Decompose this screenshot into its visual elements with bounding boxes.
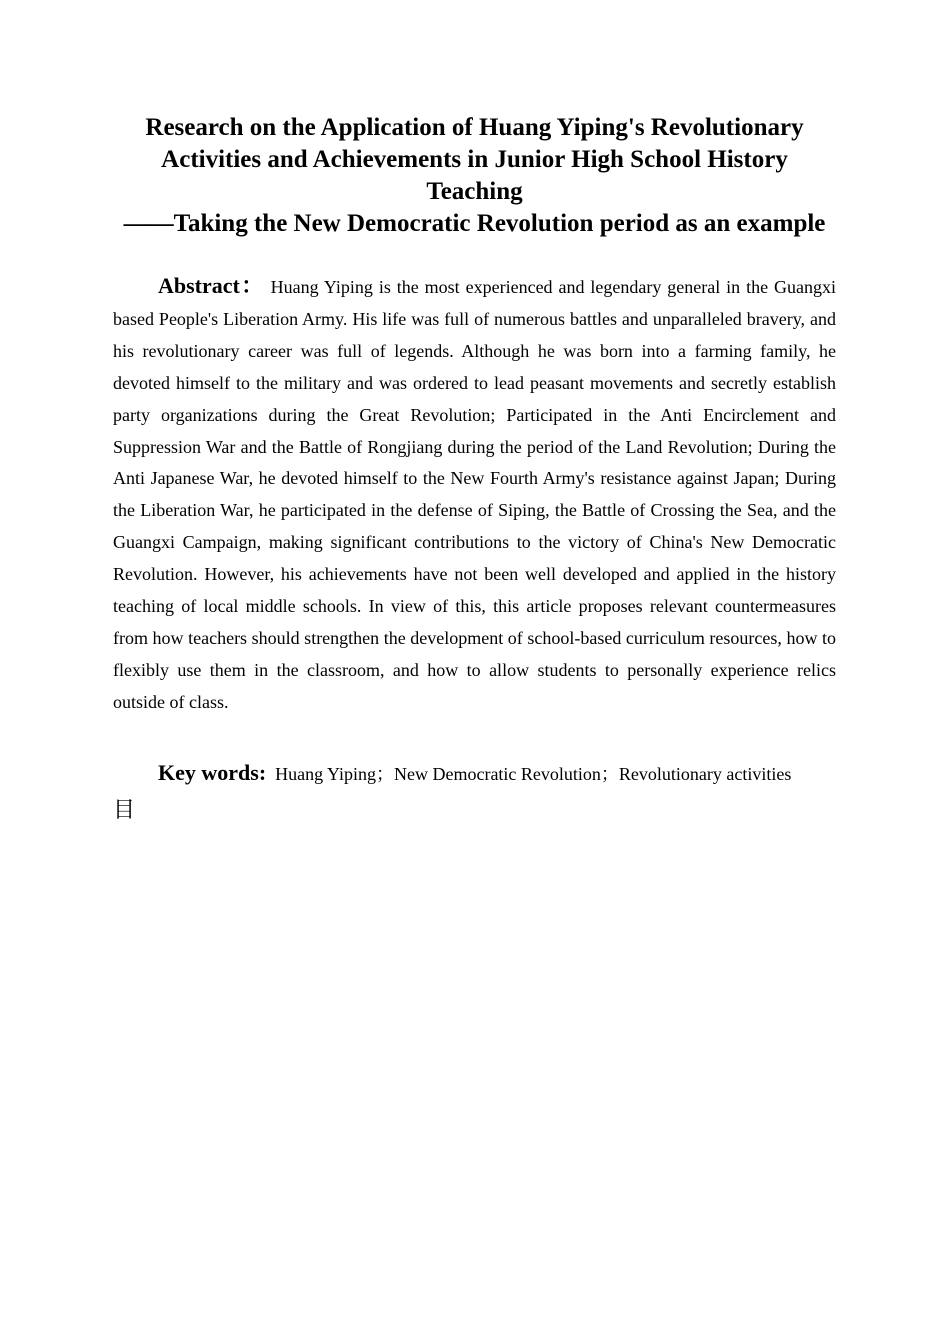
title-line-2: Activities and Achievements in Junior High School History xyxy=(161,146,788,173)
title-line-3: Teaching xyxy=(426,178,523,205)
title-line-1: Research on the Application of Huang Yiping's Revolutionary xyxy=(145,114,804,141)
document-title xyxy=(113,112,836,208)
toc-heading: 目 xyxy=(113,797,136,823)
abstract-text: Huang Yiping is the most experienced and legendary general in the Guangxi based People's Liberation Army. His life was full of numerous battles and unparalleled bravery, and his revolutionary career was full of legends. Although he was born into a farming family, he devoted himself to the military and was ordered to lead peasant movements and secretly establish party organizations during the Great Revolution; Participated in the Anti Encirclement and Suppression War and the Battle of Rongjiang during the period of the Land Revolution; During the Anti Japanese War, he devoted himself to the New Fourth Army's resistance against Japan; During the Liberation War, he participated in the defense of Siping, the Battle of Crossing the Sea, and the Guangxi Campaign, making significant contributions to the victory of China's New Democratic Revolution. However, his achievements have not been well developed and applied in the history teaching of local middle schools. In view of this, this article proposes relevant countermeasures from how teachers should strengthen the development of school-based curriculum resources, how to flexibly use them in the classroom, and how to allow students to personally experience relics outside of class. xyxy=(113,277,837,712)
keywords-paragraph xyxy=(113,757,836,790)
keywords-text: Huang Yiping；New Democratic Revolution；Revolutionary activities xyxy=(275,763,792,784)
abstract-label: Abstract： xyxy=(158,273,265,298)
document-subtitle: ——Taking the New Democratic Revolution period as an example xyxy=(123,210,826,237)
abstract-paragraph xyxy=(113,270,836,719)
document-page xyxy=(113,112,836,826)
keywords-label: Key words: xyxy=(158,759,267,785)
